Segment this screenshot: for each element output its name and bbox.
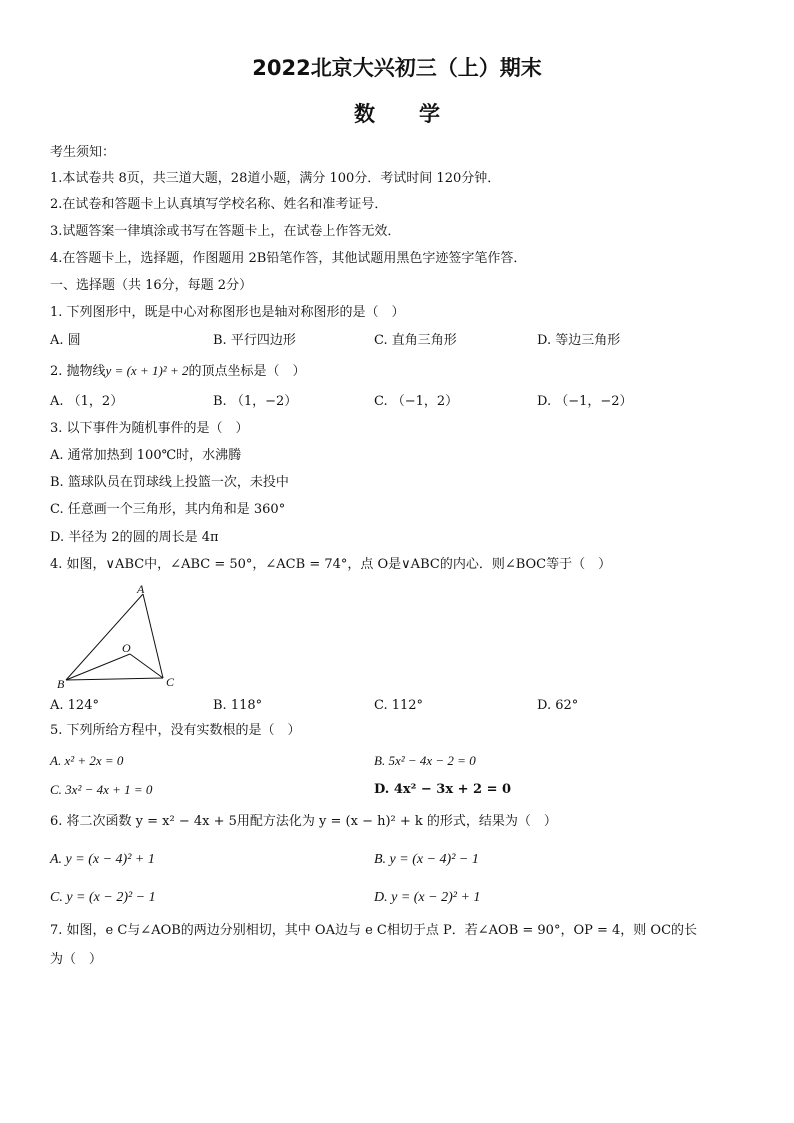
question-7-stem-line2: 为（ ） [50, 952, 103, 967]
label-a: A [137, 582, 145, 596]
question-4-option-b: B. 118° [213, 698, 263, 713]
subject-char: 数 [354, 102, 375, 126]
question-2-formula: y = (x + 1)² + 2 [105, 363, 189, 378]
notice-item: 3.试题答案一律填涂或书写在答题卡上，在试卷上作答无效． [50, 224, 401, 239]
question-3-option-c: C. 任意画一个三角形，其内角和是 360° [50, 502, 286, 517]
question-1-option-c: C. 直角三角形 [374, 333, 457, 348]
question-6-stem: 6. 将二次函数 y = x² − 4x + 5用配方法化为 y = (x − h)² + k 的形式，结果为（ ） [50, 814, 557, 829]
question-5-option-c: C. 3x² − 4x + 1 = 0 [50, 782, 153, 797]
question-5-option-a: A. x² + 2x = 0 [50, 753, 124, 768]
question-6-option-c: C. y = (x − 2)² − 1 [50, 890, 156, 905]
question-4-option-d: D. 62° [537, 698, 579, 713]
triangle-figure [52, 582, 187, 690]
question-4-option-a: A. 124° [50, 698, 99, 713]
notice-item: 4.在答题卡上，选择题，作图题用 2B铅笔作答，其他试题用黑色字迹签字笔作答． [50, 251, 527, 266]
label-o: O [122, 641, 131, 655]
section-heading: 一、选择题（共 16分，每题 2分） [50, 278, 253, 293]
notice-item: 2.在试卷和答题卡上认真填写学校名称、姓名和准考证号． [50, 197, 388, 212]
question-4-stem: 4. 如图，∨ABC中，∠ABC = 50°，∠ACB = 74°，点 O是∨ABC的内心．则∠BOC等于（ ） [50, 557, 612, 572]
question-1-stem: 1. 下列图形中，既是中心对称图形也是轴对称图形的是（ ） [50, 305, 405, 320]
question-3-stem: 3. 以下事件为随机事件的是（ ） [50, 421, 249, 436]
side-bc [66, 678, 163, 680]
question-2-option-c: C. （−1，2） [374, 394, 459, 409]
question-1-option-b: B. 平行四边形 [213, 333, 296, 348]
question-3-option-d: D. 半径为 2的圆的周长是 4π [50, 530, 219, 545]
question-7-stem-line1: 7. 如图，e C与∠AOB的两边分别相切，其中 OA边与 e C相切于点 P．若∠AOB = 90°，OP = 4，则 OC的长 [50, 923, 698, 938]
question-2-option-a: A. （1，2） [50, 394, 124, 409]
subject-char: 学 [419, 102, 440, 126]
question-3-option-a: A. 通常加热到 100℃时，水沸腾 [50, 448, 242, 463]
question-6-option-b: B. y = (x − 4)² − 1 [374, 852, 479, 867]
label-c: C [166, 675, 175, 689]
question-1-option-a: A. 圆 [50, 333, 81, 348]
question-3-option-b: B. 篮球队员在罚球线上投篮一次，未投中 [50, 475, 289, 490]
question-6-option-a: A. y = (x − 4)² + 1 [50, 852, 155, 867]
notice-heading: 考生须知： [50, 145, 116, 160]
question-2-stem-post: 的顶点坐标是（ ） [188, 364, 306, 379]
question-5-option-d: D. 4x² − 3x + 2 = 0 [374, 782, 512, 797]
question-2-stem-pre: 2. 抛物线 [50, 364, 106, 379]
question-2-option-d: D. （−1，−2） [537, 394, 633, 409]
question-1-option-d: D. 等边三角形 [537, 333, 621, 348]
label-b: B [57, 677, 65, 690]
side-ab [66, 594, 143, 680]
question-6-option-d: D. y = (x − 2)² + 1 [374, 890, 481, 905]
exam-title: 2022北京大兴初三（上）期末 [252, 56, 542, 80]
question-4-option-c: C. 112° [374, 698, 424, 713]
question-2-stem [50, 363, 305, 380]
exam-subject [0, 98, 794, 128]
notice-item: 1.本试卷共 8页，共三道大题，28道小题，满分 100分．考试时间 120分钟． [50, 171, 501, 186]
question-5-option-b: B. 5x² − 4x − 2 = 0 [374, 753, 476, 768]
segment-bo [66, 654, 130, 680]
question-2-option-b: B. （1，−2） [213, 394, 298, 409]
question-5-stem: 5. 下列所给方程中，没有实数根的是（ ） [50, 723, 301, 738]
